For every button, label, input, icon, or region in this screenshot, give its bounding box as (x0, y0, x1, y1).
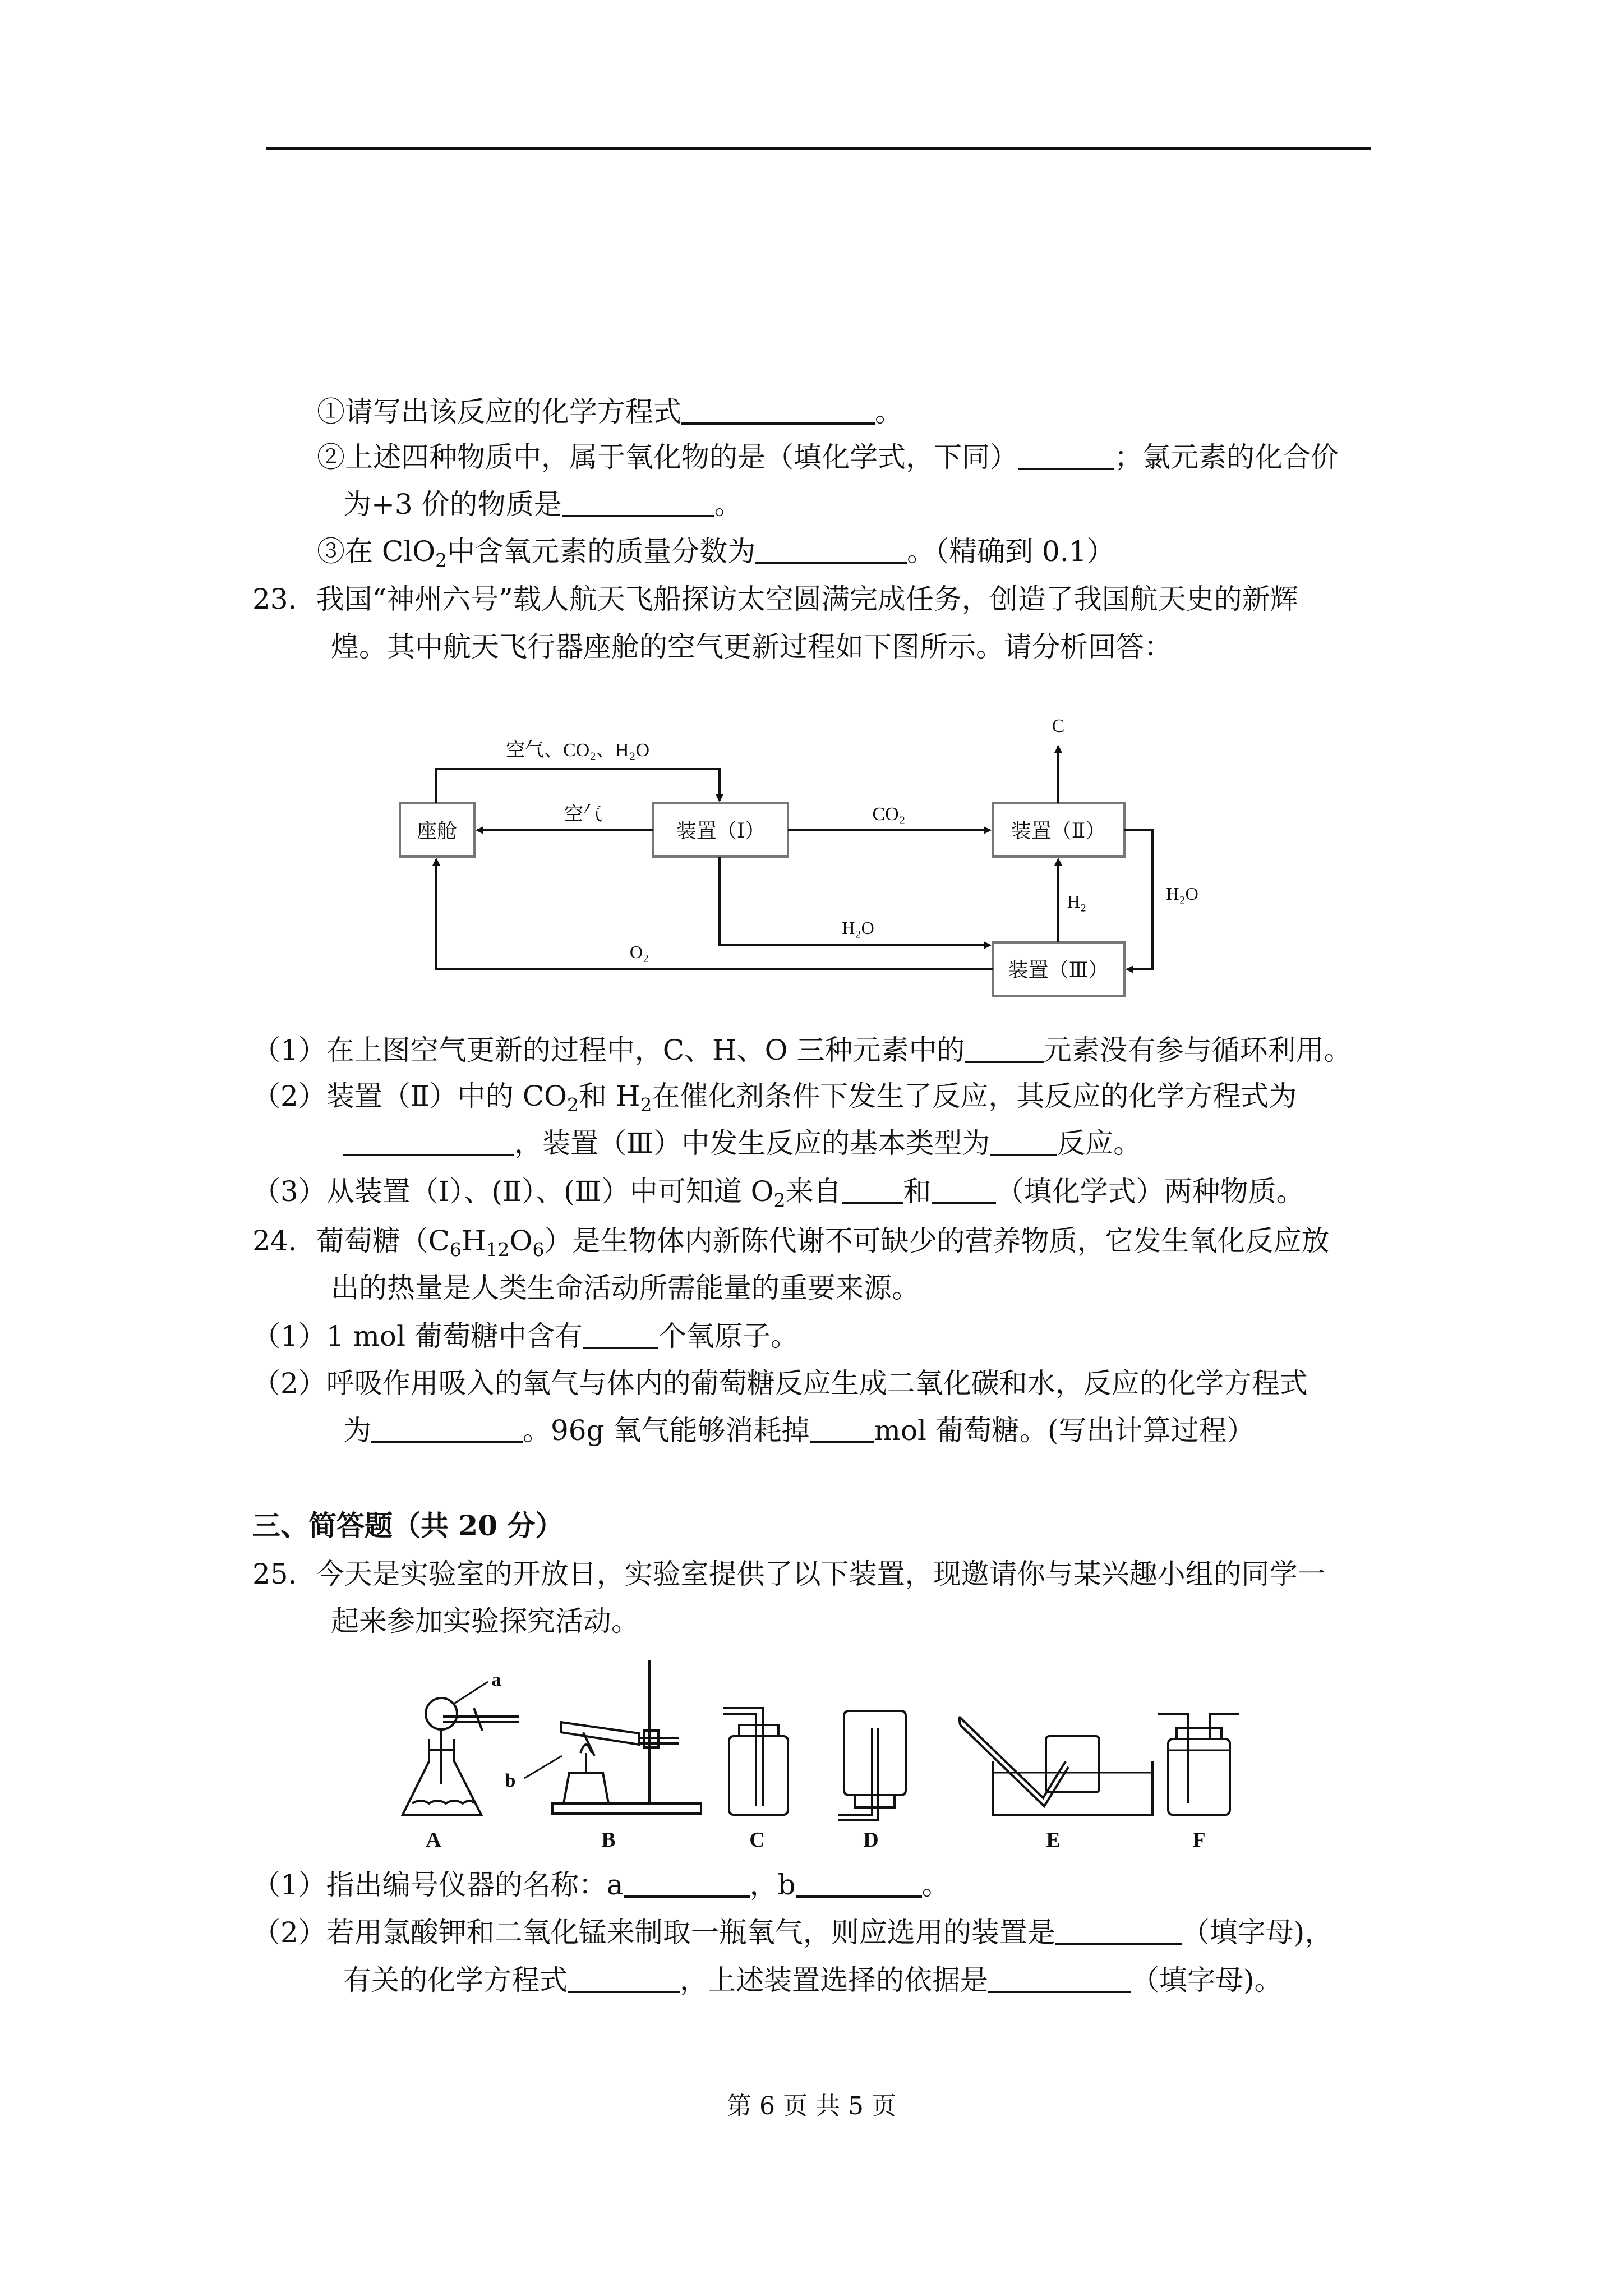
apparatus-e (959, 1717, 1152, 1815)
q23-part-3: （3）从装置（I）、(Ⅱ）、(Ⅲ）中可知道 $O_2$来自 和 （填化学式）两种物质。 (252, 1175, 1304, 1211)
apparatus-label-b: B (601, 1828, 616, 1852)
label-h2o-right: H₂O (1166, 884, 1198, 904)
q25-part-2b: 有关的化学方程式 ，上述装置选择的依据是 （填字母)。 (343, 1964, 1283, 1996)
apparatus-b (524, 1660, 701, 1814)
apparatus-label-e: E (1046, 1828, 1061, 1852)
callout-b: b (505, 1770, 516, 1791)
label-device-1: 装置（Ⅰ） (676, 820, 766, 842)
arrow-device2-to-device3 (1124, 830, 1152, 969)
label-h2o-mid: H₂O (842, 918, 874, 938)
q22-line-4: ③在 ClO$_2$中含氧元素的质量分数为 。（精确到 0.1） (317, 535, 1115, 571)
arrow-cabin-to-device1 (436, 769, 720, 803)
q23-line-2: 煌。其中航天飞行器座舱的空气更新过程如下图所示。请分析回答： (331, 631, 1172, 663)
label-co2: CO₂ (872, 804, 906, 825)
label-device-2: 装置（Ⅱ） (1011, 820, 1106, 842)
q23-line-1: 23．我国“神州六号”载人航天飞船探访太空圆满完成任务，创造了我国航天史的新辉 (252, 583, 1298, 615)
label-cabin: 座舱 (416, 820, 458, 842)
q23-part-2b: ，装置（Ⅲ）中发生反应的基本类型为 反应。 (343, 1125, 1141, 1161)
q24-line-2: 出的热量是人类生命活动所需能量的重要来源。 (331, 1272, 920, 1304)
q25-line-2: 起来参加实验探究活动。 (331, 1605, 639, 1637)
arrow-device3-to-cabin (436, 859, 993, 969)
q22-line-1: ①请写出该反应的化学方程式 。 (317, 395, 903, 428)
apparatus-d (838, 1711, 906, 1820)
q24-part-2: （2）呼吸作用吸入的氧气与体内的葡萄糖反应生成二氧化碳和水，反应的化学方程式 (252, 1367, 1308, 1400)
q24-part-2b: 为 。96g 氧气能够消耗掉 mol 葡萄糖。(写出计算过程） (343, 1414, 1255, 1447)
section-3-title: 三、简答题（共 20 分） (252, 1509, 564, 1542)
apparatus-label-c: C (749, 1828, 765, 1852)
lab-apparatus-figure (0, 1627, 1623, 1862)
label-device-3: 装置（Ⅲ） (1008, 959, 1109, 981)
apparatus-a (403, 1682, 519, 1815)
q25-part-2: （2）若用氯酸钾和二氧化锰来制取一瓶氧气，则应选用的装置是 （填字母)， (252, 1916, 1333, 1949)
q23-part-2: （2）装置（Ⅱ）中的 $CO_2$和 $H_2$在催化剂条件下发生了反应，其反应的化学方程式为 (252, 1080, 1297, 1116)
apparatus-f (1158, 1714, 1239, 1815)
q24-part-1: （1）1 mol 葡萄糖中含有 个氧原子。 (252, 1320, 799, 1352)
label-h2: H₂ (1067, 891, 1087, 912)
label-air: 空气 (564, 804, 602, 825)
callout-a: a (491, 1669, 501, 1690)
label-o2: O₂ (629, 942, 649, 962)
label-c: C (1052, 716, 1065, 737)
label-top-flow: 空气、CO₂、H₂O (505, 740, 650, 761)
q22-line-2: ②上述四种物质中，属于氧化物的是（填化学式，下同） ；氯元素的化合价 (317, 441, 1339, 473)
apparatus-c (723, 1708, 788, 1815)
apparatus-label-d: D (863, 1828, 879, 1852)
air-renewal-diagram (0, 0, 1623, 1010)
apparatus-label-f: F (1192, 1828, 1206, 1852)
q25-part-1: （1）指出编号仪器的名称：a ，b 。 (252, 1869, 950, 1901)
q25-line-1: 25．今天是实验室的开放日，实验室提供了以下装置，现邀请你与某兴趣小组的同学一 (252, 1558, 1326, 1590)
q23-part-1: （1）在上图空气更新的过程中，C、H、O 三种元素中的 元素没有参与循环利用。 (252, 1034, 1352, 1066)
apparatus-label-a: A (426, 1828, 441, 1852)
q24-line-1: 24．葡萄糖$(C_6H_{12}O_6)$是生物体内新陈代谢不可缺少的营养物质，它发生氧化反应放 (252, 1225, 1330, 1260)
q22-line-3: 为+3 价的物质是 。 (343, 488, 743, 521)
page-footer: 第 6 页 共 5 页 (727, 2092, 896, 2120)
